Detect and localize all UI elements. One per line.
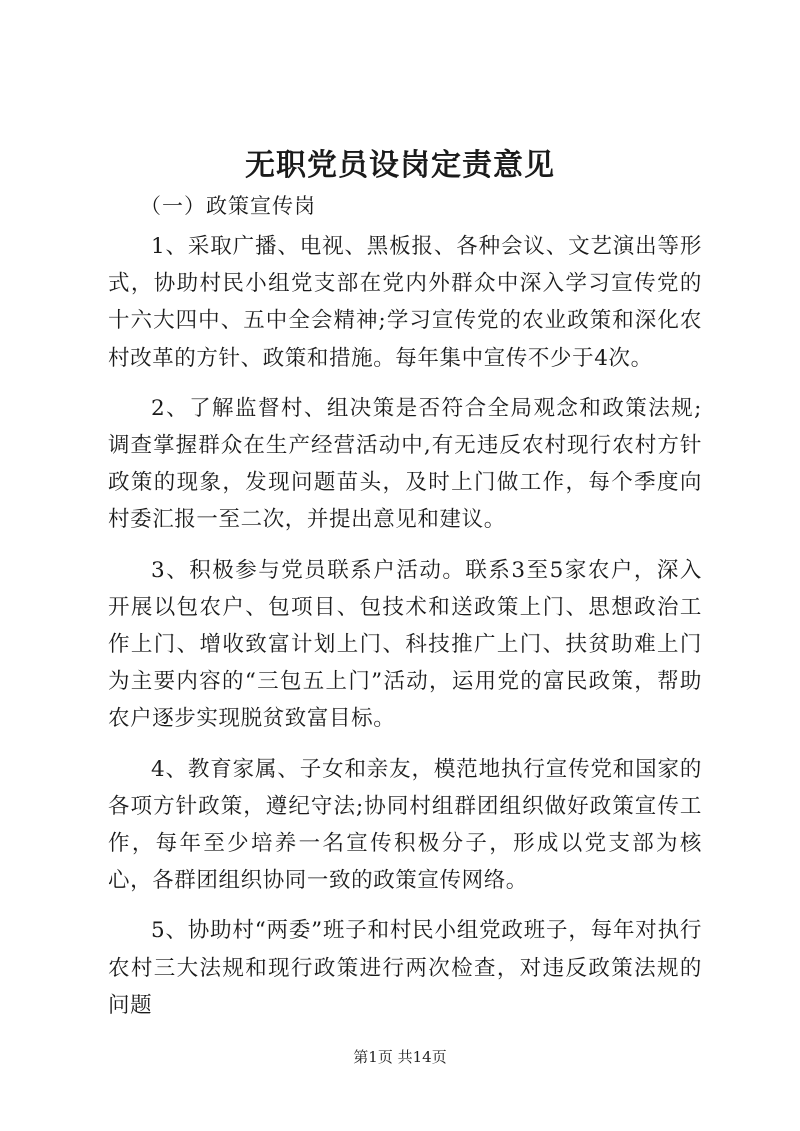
- paragraph-3: 3、积极参与党员联系户活动。联系3至5家农户，深入开展以包农户、包项目、包技术和送政策上门、思想政治工作上门、增收致富计划上门、科技推广上门、扶贫助难上门为主要内容的“三包五上门”活动，运用党的富民政策，帮助农户逐步实现脱贫致富目标。: [108, 557, 702, 732]
- page-footer: 第1页 共14页: [353, 1048, 447, 1066]
- paragraph-4: 4、教育家属、子女和亲友，模范地执行宣传党和国家的各项方针政策，遵纪守法;协同村组群团组织做好政策宣传工作，每年至少培养一名宣传积极分子，形成以党支部为核心，各群团组织协同一致的政策宣传网络。: [108, 756, 702, 894]
- paragraph-1: 1、采取广播、电视、黑板报、各种会议、文艺演出等形式，协助村民小组党支部在党内外群众中深入学习宣传党的十六大四中、五中全会精神;学习宣传党的农业政策和深化农村改革的方针、政策和措施。每年集中宣传不少于4次。: [108, 234, 702, 371]
- document-title: 无职党员设岗定责意见: [245, 148, 555, 183]
- section-heading: （一）政策宣传岗: [140, 194, 316, 218]
- document-body: [108, 228, 702, 1024]
- paragraph-5: 5、协助村“两委”班子和村民小组党政班子，每年对执行农村三大法规和现行政策进行两次检查，对违反政策法规的问题: [108, 918, 702, 1018]
- paragraph-2: 2、了解监督村、组决策是否符合全局观念和政策法规;调查掌握群众在生产经营活动中,有无违反农村现行农村方针政策的现象，发现问题苗头，及时上门做工作，每个季度向村委汇报一至二次，并提出意见和建议。: [108, 395, 702, 533]
